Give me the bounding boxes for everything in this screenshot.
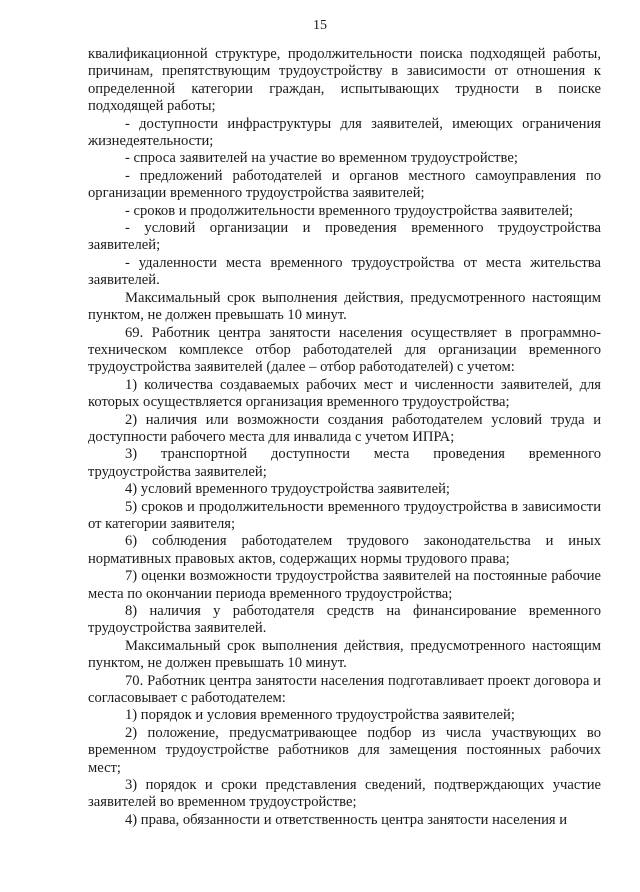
- paragraph: 3) порядок и сроки представления сведений, подтверждающих участие заявителей во временном трудоустройстве;: [88, 777, 601, 811]
- paragraph: 2) наличия или возможности создания работодателем условий труда и доступности рабочего места для инвалида с учетом ИПРА;: [88, 411, 601, 445]
- paragraph: - доступности инфраструктуры для заявителей, имеющих ограничения жизнедеятельности;: [88, 115, 601, 150]
- page-number: 15: [313, 18, 327, 33]
- paragraph: 69. Работник центра занятости населения осуществляет в программно-техническом комплексе отбор работодателей для организации временного трудоустройства заявителей (далее – отбор работодателей) с учетом:: [88, 324, 601, 376]
- paragraph: - предложений работодателей и органов местного самоуправления по организации временного трудоустройства заявителей;: [88, 167, 601, 202]
- paragraph: 7) оценки возможности трудоустройства заявителей на постоянные рабочие места по окончании периода временного трудоустройства;: [88, 568, 601, 602]
- paragraph: 1) порядок и условия временного трудоустройства заявителей;: [125, 707, 515, 724]
- paragraph: 1) количества создаваемых рабочих мест и численности заявителей, для которых осуществляется организация временного трудоустройства;: [88, 376, 601, 411]
- paragraph: - сроков и продолжительности временного трудоустройства заявителей;: [125, 202, 574, 219]
- paragraph: 3) транспортной доступности места проведения временного трудоустройства заявителей;: [88, 446, 601, 480]
- paragraph: Максимальный срок выполнения действия, предусмотренного настоящим пунктом, не должен превышать 10 минут.: [88, 289, 601, 324]
- paragraph: - спроса заявителей на участие во временном трудоустройстве;: [125, 150, 518, 167]
- paragraph: 6) соблюдения работодателем трудового законодательства и иных нормативных правовых актов, содержащих нормы трудового права;: [88, 533, 601, 567]
- paragraph: 4) условий временного трудоустройства заявителей;: [125, 481, 450, 498]
- paragraph: 4) права, обязанности и ответственность центра занятости населения и: [125, 811, 568, 828]
- paragraph: Максимальный срок выполнения действия, предусмотренного настоящим пунктом, не должен превышать 10 минут.: [88, 637, 601, 672]
- paragraph: - удаленности места временного трудоустройства от места жительства заявителей.: [88, 254, 601, 289]
- paragraph: 5) сроков и продолжительности временного трудоустройства в зависимости от категории заявителя;: [88, 498, 601, 532]
- paragraph: 70. Работник центра занятости населения подготавливает проект договора и согласовывает с работодателем:: [88, 672, 601, 707]
- document-body: [88, 46, 601, 829]
- paragraph: 8) наличия у работодателя средств на финансирование временного трудоустройства заявителей.: [88, 603, 601, 637]
- paragraph: квалификационной структуре, продолжительности поиска подходящей работы, причинам, препятствующим трудоустройству в зависимости от отношения к определенной категории граждан, испытывающих трудности в поиске подходящей работы;: [88, 46, 601, 115]
- paragraph: - условий организации и проведения временного трудоустройства заявителей;: [88, 220, 601, 254]
- paragraph: 2) положение, предусматривающее подбор из числа участвующих во временном трудоустройстве работников для замещения постоянных рабочих мест;: [88, 724, 601, 776]
